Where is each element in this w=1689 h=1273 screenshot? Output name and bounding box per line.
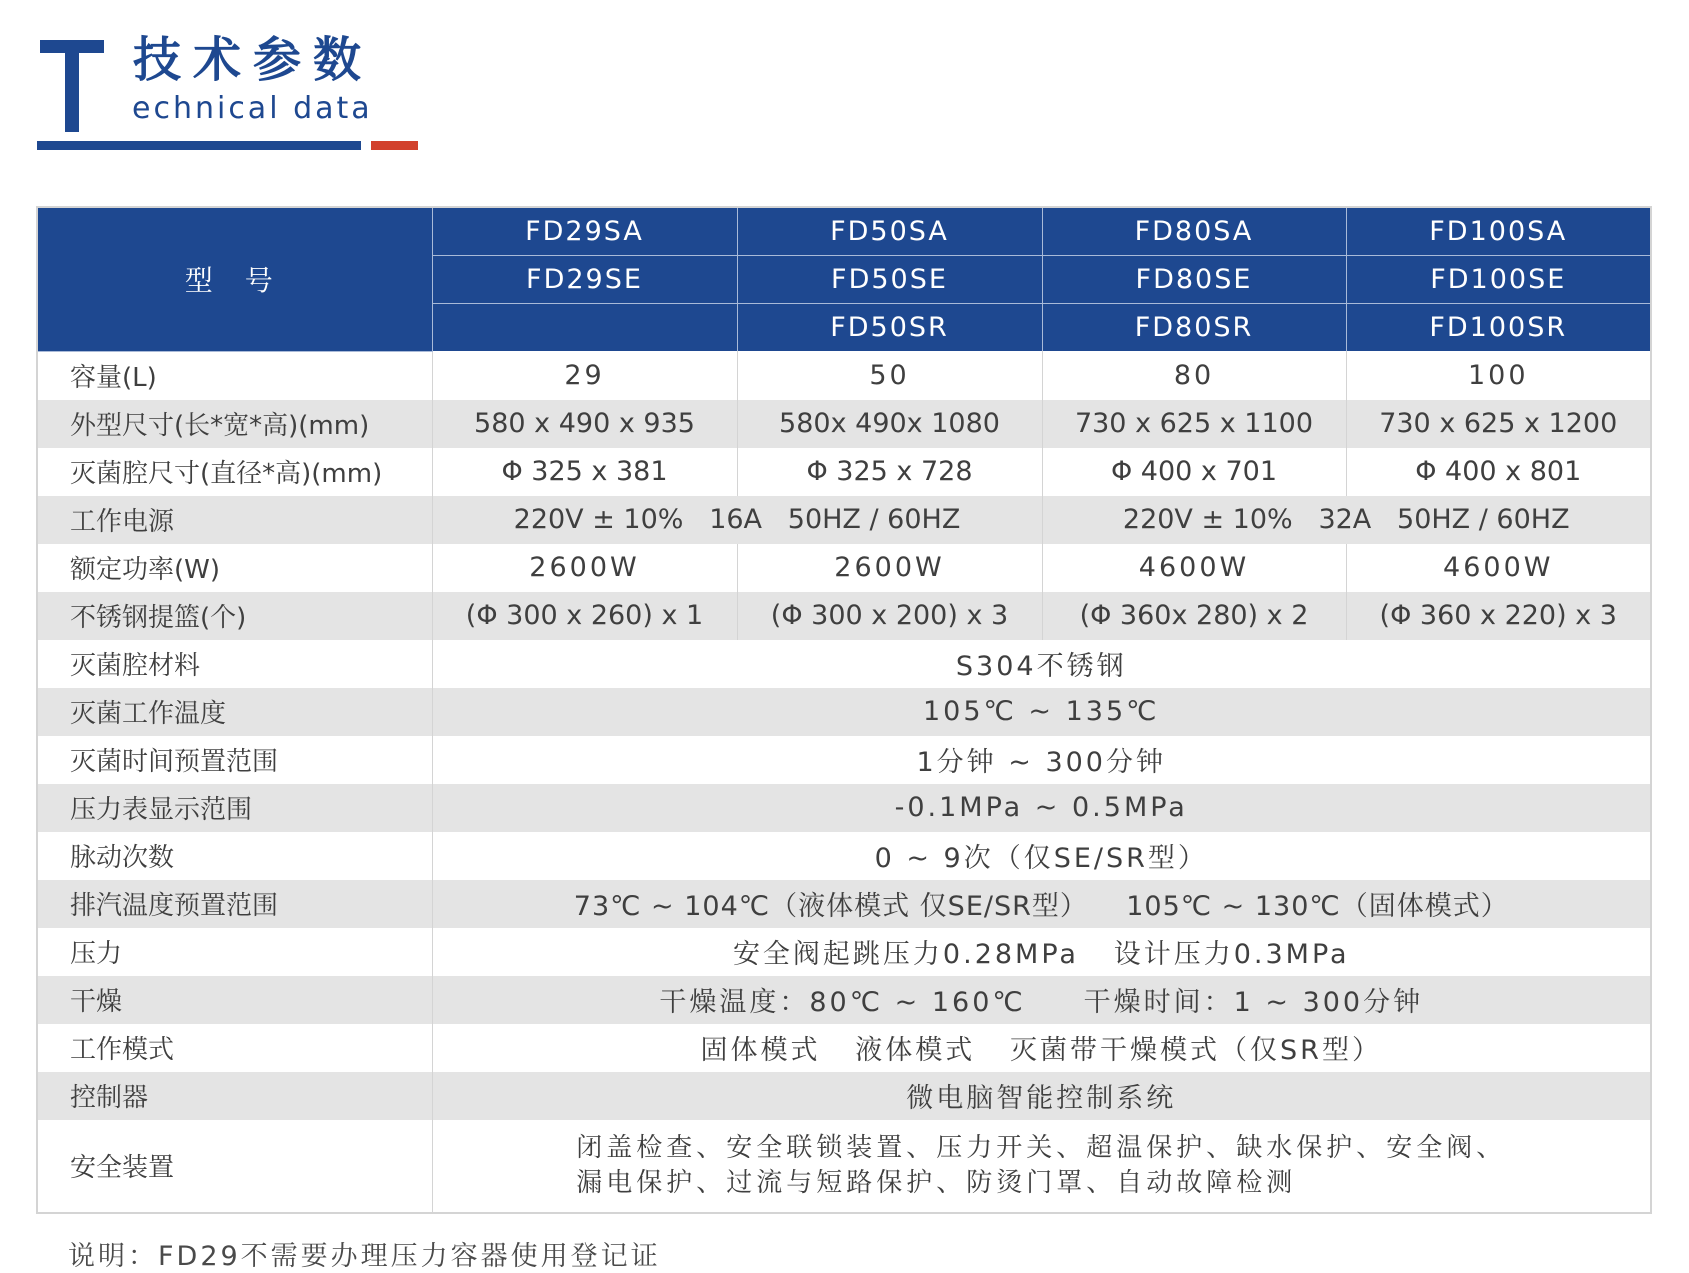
table-row-capacity: [37, 351, 1651, 400]
safety-line: 闭盖检查、安全联锁装置、压力开关、超温保护、缺水保护、安全阀、: [576, 1132, 1507, 1163]
model-cell: FD80SE: [1042, 256, 1346, 304]
table-row-basket: [37, 592, 1651, 640]
value-cell: 1分钟 ~ 300分钟: [432, 736, 1651, 784]
row-label: 压力表显示范围: [37, 784, 432, 832]
value-cell: 4600W: [1042, 544, 1346, 592]
value-cell: 580 x 490 x 935: [432, 400, 737, 448]
row-label: 容量(L): [37, 351, 432, 400]
model-cell: FD29SA: [432, 207, 737, 256]
row-label: 工作电源: [37, 496, 432, 544]
row-label: 灭菌腔材料: [37, 640, 432, 688]
table-row-power-supply: [37, 496, 1651, 544]
model-cell: FD50SA: [737, 207, 1042, 256]
row-label: 控制器: [37, 1072, 432, 1120]
model-cell: FD80SA: [1042, 207, 1346, 256]
value-cell: 105℃ ~ 135℃: [432, 688, 1651, 736]
row-label: 灭菌时间预置范围: [37, 736, 432, 784]
value-cell: Φ 325 x 381: [432, 448, 737, 496]
value-cell: 干燥温度：80℃ ~ 160℃ 干燥时间：1 ~ 300分钟: [432, 976, 1651, 1024]
safety-features: [576, 1131, 1506, 1201]
model-cell: FD100SA: [1346, 207, 1651, 256]
value-cell: -0.1MPa ~ 0.5MPa: [432, 784, 1651, 832]
table-row-material: [37, 640, 1651, 688]
table-row-pulse: [37, 832, 1651, 880]
table-row-temp: [37, 688, 1651, 736]
value-cell: 220V ± 10% 32A 50HZ / 60HZ: [1042, 496, 1651, 544]
page-subtitle: echnical data: [132, 91, 373, 126]
model-cell: FD50SE: [737, 256, 1042, 304]
title-underline-blue: [37, 141, 361, 150]
technical-data-table: [36, 206, 1652, 1214]
value-cell: Φ 325 x 728: [737, 448, 1042, 496]
safety-line: 漏电保护、过流与短路保护、防烫门罩、自动故障检测: [576, 1167, 1297, 1198]
table-row-pressure: [37, 928, 1651, 976]
value-cell: 73℃ ~ 104℃（液体模式 仅SE/SR型） 105℃ ~ 130℃（固体模式）: [432, 880, 1651, 928]
value-cell: (Φ 300 x 200) x 3: [737, 592, 1042, 640]
footnote: 说明：FD29不需要办理压力容器使用登记证: [68, 1241, 661, 1272]
table-row-drying: [37, 976, 1651, 1024]
value-cell: 安全阀起跳压力0.28MPa 设计压力0.3MPa: [432, 928, 1651, 976]
model-label: 型号: [37, 207, 432, 351]
model-cell: FD100SE: [1346, 256, 1651, 304]
value-cell: 220V ± 10% 16A 50HZ / 60HZ: [432, 496, 1042, 544]
value-cell: 100: [1346, 351, 1651, 400]
value-cell: S304不锈钢: [432, 640, 1651, 688]
value-cell: 730 x 625 x 1200: [1346, 400, 1651, 448]
page-title: 技术参数: [133, 32, 374, 88]
title-underline-red: [371, 141, 418, 150]
value-cell: 4600W: [1346, 544, 1651, 592]
value-cell: 80: [1042, 351, 1346, 400]
row-label: 不锈钢提篮(个): [37, 592, 432, 640]
table-row-rated-power: [37, 544, 1651, 592]
value-cell: 50: [737, 351, 1042, 400]
value-cell: 微电脑智能控制系统: [432, 1072, 1651, 1120]
value-cell: 0 ~ 9次（仅SE/SR型）: [432, 832, 1651, 880]
model-cell: FD50SR: [737, 304, 1042, 352]
model-header-row: [37, 207, 1651, 256]
row-label: 脉动次数: [37, 832, 432, 880]
table-row-chamber-size: [37, 448, 1651, 496]
row-label: 灭菌工作温度: [37, 688, 432, 736]
table-row-controller: [37, 1072, 1651, 1120]
value-cell: 730 x 625 x 1100: [1042, 400, 1346, 448]
table-row-outer-size: [37, 400, 1651, 448]
value-cell: [432, 1120, 1651, 1213]
table-row-gauge: [37, 784, 1651, 832]
value-cell: (Φ 360x 280) x 2: [1042, 592, 1346, 640]
value-cell: (Φ 360 x 220) x 3: [1346, 592, 1651, 640]
value-cell: 2600W: [737, 544, 1042, 592]
row-label: 安全装置: [37, 1120, 432, 1213]
value-cell: Φ 400 x 701: [1042, 448, 1346, 496]
row-label: 外型尺寸(长*宽*高)(mm): [37, 400, 432, 448]
value-cell: (Φ 300 x 260) x 1: [432, 592, 737, 640]
row-label: 工作模式: [37, 1024, 432, 1072]
value-cell: 2600W: [432, 544, 737, 592]
row-label: 排汽温度预置范围: [37, 880, 432, 928]
model-cell: FD100SR: [1346, 304, 1651, 352]
row-label: 干燥: [37, 976, 432, 1024]
table-row-exhaust: [37, 880, 1651, 928]
title-letter-t: [40, 40, 104, 132]
model-cell: FD29SE: [432, 256, 737, 304]
model-cell: FD80SR: [1042, 304, 1346, 352]
value-cell: Φ 400 x 801: [1346, 448, 1651, 496]
table-row-time: [37, 736, 1651, 784]
value-cell: 580x 490x 1080: [737, 400, 1042, 448]
row-label: 灭菌腔尺寸(直径*高)(mm): [37, 448, 432, 496]
row-label: 额定功率(W): [37, 544, 432, 592]
value-cell: 固体模式 液体模式 灭菌带干燥模式（仅SR型）: [432, 1024, 1651, 1072]
table-row-modes: [37, 1024, 1651, 1072]
model-cell: [432, 304, 737, 352]
table-row-safety: [37, 1120, 1651, 1213]
value-cell: 29: [432, 351, 737, 400]
row-label: 压力: [37, 928, 432, 976]
